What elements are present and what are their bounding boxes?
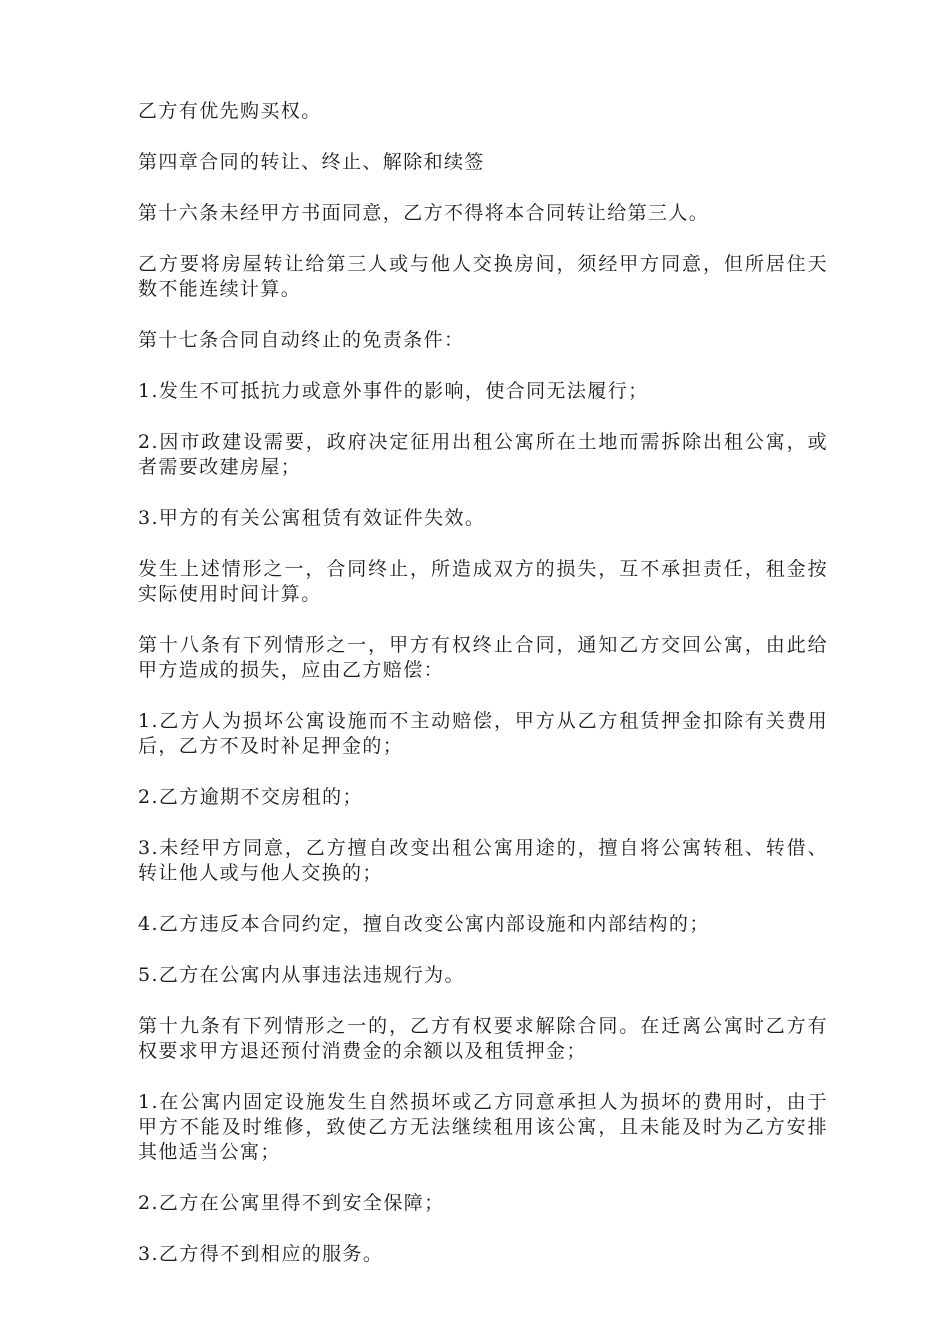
article-18-item-1: 1.乙方人为损坏公寓设施而不主动赔偿，甲方从乙方租赁押金扣除有关费用后，乙方不及时补足押金的； — [138, 710, 828, 757]
article-18-item-4: 4.乙方违反本合同约定，擅自改变公寓内部设施和内部结构的； — [138, 913, 710, 935]
paragraph-preemptive-right: 乙方有优先购买权。 — [138, 100, 322, 122]
article-18-item-3: 3.未经甲方同意，乙方擅自改变出租公寓用途的，擅自将公寓转租、转借、转让他人或与他人交换的； — [138, 837, 828, 884]
article-19-item-1: 1.在公寓内固定设施发生自然损坏或乙方同意承担人为损坏的费用时，由于甲方不能及时维修，致使乙方无法继续租用该公寓，且未能及时为乙方安排其他适当公寓； — [138, 1091, 828, 1163]
article-19: 第十九条有下列情形之一的，乙方有权要求解除合同。在迁离公寓时乙方有权要求甲方退还预付消费金的余额以及租赁押金； — [138, 1015, 828, 1062]
article-17-item-3: 3.甲方的有关公寓租赁有效证件失效。 — [138, 507, 486, 529]
article-18: 第十八条有下列情形之一，甲方有权终止合同，通知乙方交回公寓，由此给甲方造成的损失，应由乙方赔偿： — [138, 634, 828, 681]
article-16: 第十六条未经甲方书面同意，乙方不得将本合同转让给第三人。 — [138, 202, 710, 224]
paragraph-transfer-house: 乙方要将房屋转让给第三人或与他人交换房间，须经甲方同意，但所居住天数不能连续计算。 — [138, 253, 828, 300]
chapter-four-heading: 第四章合同的转让、终止、解除和续签 — [138, 151, 485, 173]
article-19-item-3: 3.乙方得不到相应的服务。 — [138, 1243, 384, 1265]
document-body — [138, 99, 828, 1293]
paragraph-termination-effect: 发生上述情形之一，合同终止，所造成双方的损失，互不承担责任，租金按实际使用时间计算。 — [138, 558, 828, 605]
article-17-item-1: 1.发生不可抵抗力或意外事件的影响，使合同无法履行； — [138, 380, 649, 402]
article-17: 第十七条合同自动终止的免责条件： — [138, 329, 465, 351]
article-18-item-2: 2.乙方逾期不交房租的； — [138, 786, 363, 808]
article-18-item-5: 5.乙方在公寓内从事违法违规行为。 — [138, 964, 465, 986]
article-17-item-2: 2.因市政建设需要，政府决定征用出租公寓所在土地而需拆除出租公寓，或者需要改建房屋； — [138, 431, 828, 478]
article-19-item-2: 2.乙方在公寓里得不到安全保障； — [138, 1192, 445, 1214]
